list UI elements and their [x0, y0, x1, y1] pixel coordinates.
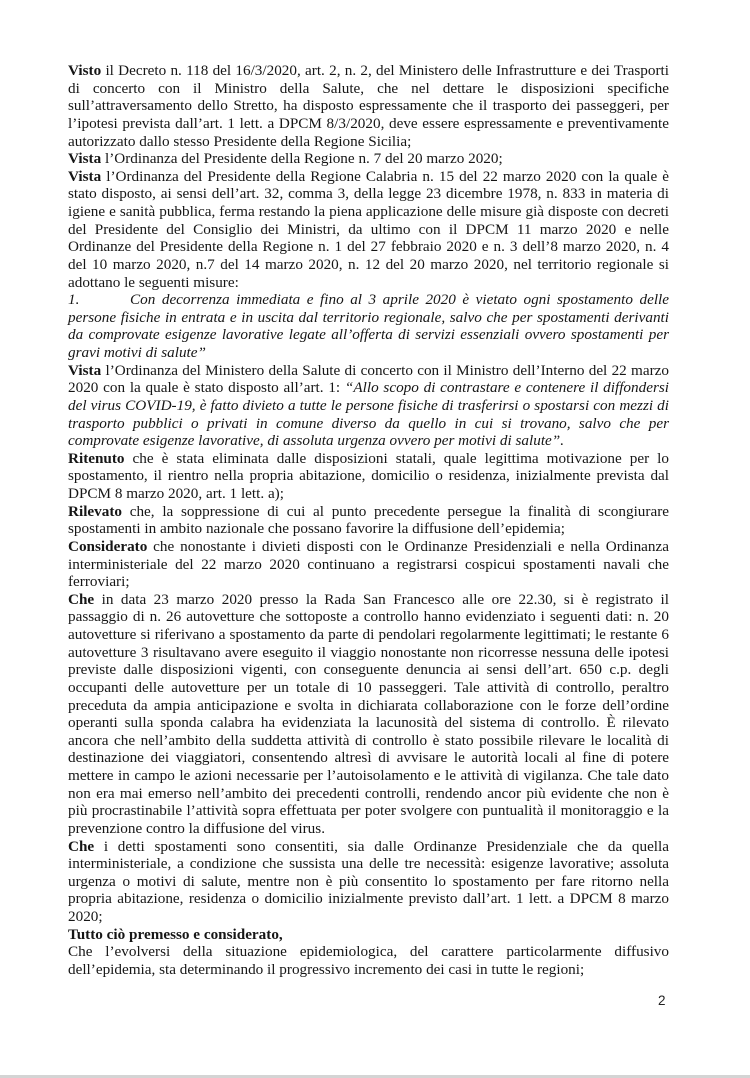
paragraph-text: che, la soppressione di cui al punto precedente persegue la finalità di scongiurare spostamenti in ambito nazionale che possano favorire la diffusione dell’epidemia; — [68, 502, 669, 538]
paragraph-che-spostamenti — [68, 838, 669, 926]
paragraph-text: in data 23 marzo 2020 presso la Rada San Francesco alle ore 22.30, si è registrato il passaggio di n. 26 autovetture che sottoposte a controllo hanno evidenziato i seguenti dati: n. 20 autovetture si riferivano a spostamento da parte di pendolari regolarmente legittimati; le restante 6 autovetture 3 risultavano avere eseguito il viaggio nonostante non ricorresse nessuna delle ipotesi previste dalle disposizioni vigenti, con conseguente denuncia ai sensi dell’art. 650 c.p. degli occupanti delle autovetture per un totale di 10 passeggeri. Tale attività di controllo, peraltro preceduta da ampia anticipazione e svolta in dichiarata collaborazione con le forze dell’ordine operanti sulla sponda calabra ha evidenziata la lacunosità del sistema di controllo. È rilevato ancora che nell’ambito della suddetta attività di controllo è stato possibile rilevare le località di destinazione dei viaggiatori, consentendo altresì di avvisare le autorità locali al fine di potere mettere in campo le azioni necessarie per l’autoisolamento e le attività di vigilanza. Che tale dato non era mai emerso nell’ambito dei precedenti controlli, rendendo ancor più evidente che non è più procrastinabile l’attività sopra effettuata per poter svolgere con puntualità il monitoraggio e la prevenzione contro la diffusione del virus. — [68, 590, 669, 837]
paragraph-lead: Considerato — [68, 537, 148, 555]
paragraph-lead: Vista — [68, 361, 102, 379]
closing-paragraph: Che l’evolversi della situazione epidemiologica, del carattere particolarmente diffusivo dell’epidemia, sta determinando il progressivo incremento dei casi in tutte le regioni; — [68, 943, 669, 978]
paragraph-quote: “Allo scopo di contrastare e contenere il diffondersi del virus COVID-19, è fatto divieto a tutte le persone fisiche di trasferirsi o spostarsi con mezzi di trasporto pubblici o privati in comune diverso da quello in cui si trovano, salvo che per comprovate esigenze lavorative, di assoluta urgenza ovvero per motivi di salute”. — [68, 379, 669, 450]
list-number: 1. — [68, 291, 80, 309]
paragraph-lead: Che — [68, 590, 95, 608]
closing-heading: Tutto ciò premesso e considerato, — [68, 925, 283, 943]
paragraph-vista-ordinanza-calabria — [68, 168, 669, 291]
paragraph-lead: Rilevato — [68, 502, 122, 520]
page-number: 2 — [658, 993, 666, 1008]
list-text: Con decorrenza immediata e fino al 3 aprile 2020 è vietato ogni spostamento delle persone fisiche in entrata e in uscita dal territorio regionale, salvo che per spostamenti derivanti da comprovate esigenze lavorative legate all’offerta di servizi essenziali ovvero spostamenti per gravi motivi di salute” — [68, 291, 669, 361]
paragraph-text: l’Ordinanza del Ministero della Salute di concerto con il Ministro dell’Interno del 22 marzo 2020 con la quale è stato disposto all’art. 1: — [68, 361, 669, 397]
document-body — [68, 62, 669, 979]
paragraph-considerato — [68, 538, 669, 591]
paragraph-vista-ordinanza-ministero — [68, 362, 669, 450]
paragraph-text: che è stata eliminata dalle disposizioni statali, quale legittima motivazione per lo spostamento, il rientro nella propria abitazione, domicilio o residenza, inizialmente prevista dal DPCM 8 marzo 2020, art. 1 lett. a); — [68, 449, 669, 502]
paragraph-lead: Vista — [68, 150, 102, 168]
paragraph-lead: Che — [68, 837, 95, 855]
paragraph-visto-decreto — [68, 62, 669, 150]
paragraph-text: i detti spostamenti sono consentiti, sia dalle Ordinanze Presidenziale che da quella interministeriale, a condizione che sussista una delle tre necessità: esigenze lavorative; assoluta urgenza o motivi di salute, mentre non è più consentito lo spostamento per fare ritorno nella propria abitazione, residenza o domicilio inizialmente previsto dall’art. 1 lett. a DPCM 8 marzo 2020; — [68, 837, 669, 925]
paragraph-ritenuto — [68, 450, 669, 503]
paragraph-che-controllo — [68, 591, 669, 838]
paragraph-rilevato — [68, 503, 669, 538]
paragraph-lead: Visto — [68, 62, 102, 79]
numbered-measure-1 — [68, 291, 669, 362]
paragraph-text: l’Ordinanza del Presidente della Regione n. 7 del 20 marzo 2020; — [101, 150, 503, 168]
paragraph-vista-ordinanza-7 — [68, 150, 669, 168]
paragraph-text: che nonostante i divieti disposti con le Ordinanze Presidenziali e nella Ordinanza interministeriale del 22 marzo 2020 continuano a registrarsi cospicui spostamenti navali che ferroviari; — [68, 537, 669, 591]
paragraph-lead: Ritenuto — [68, 449, 125, 467]
paragraph-text: il Decreto n. 118 del 16/3/2020, art. 2, n. 2, del Ministero delle Infrastrutture e dei Trasporti di concerto con il Ministro della Salute, che nel dettare le disposizioni specifiche sull’attraversamento dello Stretto, ha disposto espressamente che il trasporto dei passeggeri, per l’ipotesi prevista dall’art. 1 lett. a DPCM 8/3/2020, deve essere espressamente e preventivamente autorizzato dallo stesso Presidente della Regione Sicilia; — [68, 62, 669, 150]
paragraph-text: l’Ordinanza del Presidente della Regione Calabria n. 15 del 22 marzo 2020 con la quale è stato disposto, ai sensi dell’art. 32, comma 3, della legge 23 dicembre 1978, n. 833 in materia di igiene e sanità pubblica, ferma restando la piena applicazione delle misure già disposte con decreti del Presidente del Consiglio dei Ministri, da ultimo con il DPCM 11 marzo 2020 e nelle Ordinanze del Presidente della Regione n. 1 del 27 febbraio 2020 e n. 3 dell’8 marzo 2020, n. 4 del 10 marzo 2020, n.7 del 14 marzo 2020, n. 12 del 20 marzo 2020, nel territorio regionale si adottano le seguenti misure: — [68, 167, 669, 291]
paragraph-lead: Vista — [68, 167, 102, 185]
